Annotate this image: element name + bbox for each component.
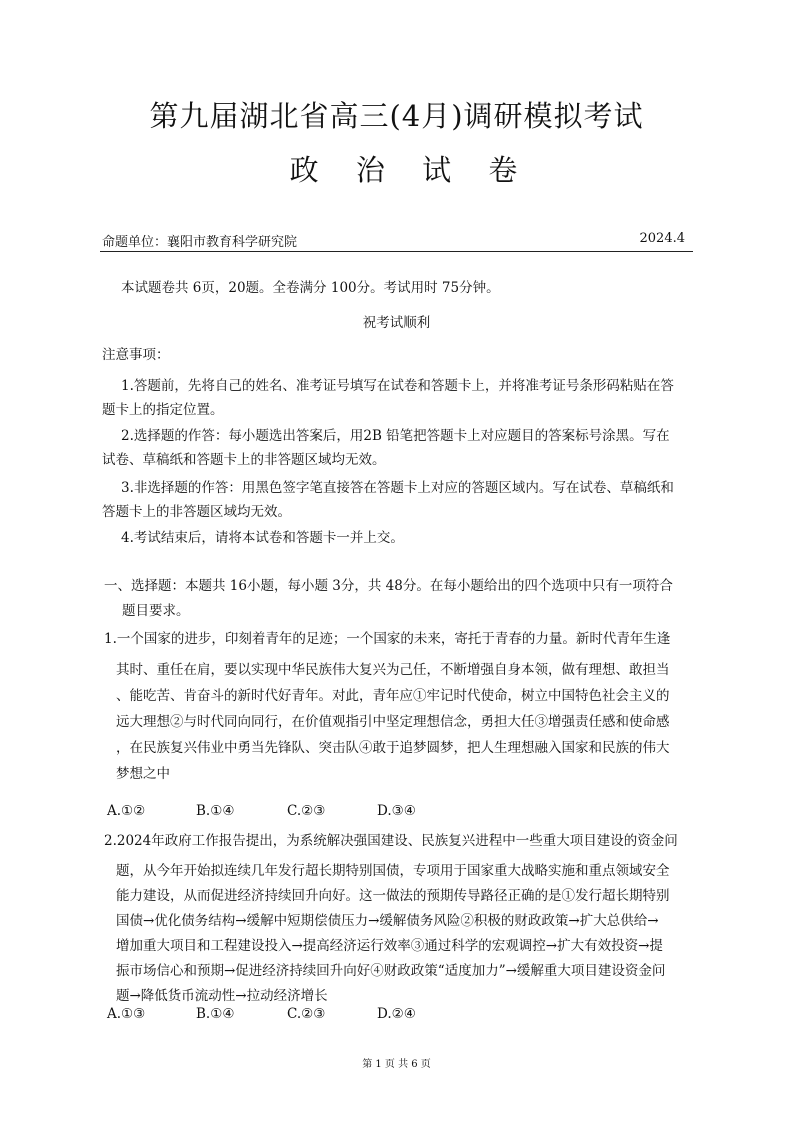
page-footer: 第 1 页 共 6 页 bbox=[362, 1059, 431, 1070]
section-heading: 一、选择题：本题共 16小题，每小题 3分，共 48分。在每小题给出的四个选项中只有一项符合 bbox=[104, 578, 673, 594]
notice-line: 题卡上的指定位置。 bbox=[102, 402, 224, 418]
intro-text: 本试题卷共 6页，20题。全卷满分 100分。考试用时 75分钟。 bbox=[121, 280, 500, 296]
exam-date: 2024.4 bbox=[639, 231, 685, 246]
author-unit: 命题单位：襄阳市教育科学研究院 bbox=[102, 235, 298, 250]
question-2-option-c[interactable]: C.②③ bbox=[287, 1006, 326, 1022]
question-2-line: 题，从今年开始拟连续几年发行超长期特别国债，专项用于国家重大战略实施和重点领域安全 bbox=[116, 863, 670, 879]
question-1-option-b[interactable]: B.①④ bbox=[196, 803, 235, 819]
page-subtitle: 政 治 试 卷 bbox=[289, 153, 532, 187]
notice-line: 答题卡上的非答题区域均无效。 bbox=[102, 504, 291, 520]
question-2-line: 国债→优化债务结构→缓解中短期偿债压力→缓解债务风险②积极的财政政策→扩大总供给→ bbox=[116, 913, 659, 929]
notice-line: 4.考试结束后，请将本试卷和答题卡一并上交。 bbox=[121, 530, 404, 546]
notice-heading: 注意事项： bbox=[102, 347, 170, 363]
question-1-line: 梦想之中 bbox=[116, 766, 170, 782]
question-2-option-a[interactable]: A.①③ bbox=[107, 1006, 146, 1022]
question-1-line: 其时、重任在肩，要以实现中华民族伟大复兴为己任，不断增强自身本领，做有理想、敢担当 bbox=[116, 662, 670, 678]
notice-line: 2.选择题的作答：每小题选出答案后，用2B 铅笔把答题卡上对应题目的答案标号涂黑。写在 bbox=[121, 428, 670, 444]
question-1-line: ，在民族复兴伟业中勇当先锋队、突击队④敢于追梦圆梦，把人生理想融入国家和民族的伟大 bbox=[116, 740, 670, 756]
section-heading: 题目要求。 bbox=[122, 603, 190, 619]
question-2-line: 2.2024年政府工作报告提出，为系统解决强国建设、民族复兴进程中一些重大项目建设的资金问 bbox=[104, 833, 678, 849]
question-2-line: 题→降低货币流动性→拉动经济增长 bbox=[116, 988, 328, 1004]
header-divider bbox=[100, 251, 693, 252]
notice-line: 1.答题前，先将自己的姓名、准考证号填写在试卷和答题卡上，并将准考证号条形码粘贴在答 bbox=[121, 378, 674, 394]
question-2-option-b[interactable]: B.①④ bbox=[196, 1006, 235, 1022]
notice-line: 试卷、草稿纸和答题卡上的非答题区域均无效。 bbox=[102, 452, 386, 468]
question-1-line: 远大理想②与时代同向同行，在价值观指引中坚定理想信念，勇担大任③增强责任感和使命感 bbox=[116, 714, 670, 730]
notice-line: 3.非选择题的作答：用黑色签字笔直接答在答题卡上对应的答题区域内。写在试卷、草稿纸和 bbox=[121, 480, 674, 496]
question-1-line: 、能吃苦、肯奋斗的新时代好青年。对此，青年应①牢记时代使命，树立中国特色社会主义的 bbox=[116, 688, 670, 704]
question-1-option-a[interactable]: A.①② bbox=[107, 803, 146, 819]
question-1-option-d[interactable]: D.③④ bbox=[377, 803, 416, 819]
good-luck-text: 祝考试顺利 bbox=[362, 315, 431, 331]
question-1-option-c[interactable]: C.②③ bbox=[287, 803, 326, 819]
question-2-option-d[interactable]: D.②④ bbox=[377, 1006, 416, 1022]
page-title: 第九届湖北省高三(4月)调研模拟考试 bbox=[149, 99, 644, 133]
question-2-line: 增加重大项目和工程建设投入→提高经济运行效率③通过科学的宏观调控→扩大有效投资→提 bbox=[116, 938, 663, 954]
question-1-line: 1.一个国家的进步，印刻着青年的足迹；一个国家的未来，寄托于青春的力量。新时代青年生逢 bbox=[104, 631, 671, 647]
question-2-line: 能力建设，从而促进经济持续回升向好。这一做法的预期传导路径正确的是①发行超长期特别 bbox=[116, 888, 670, 904]
question-2-line: 振市场信心和预期→促进经济持续回升向好④财政政策“适度加力”→缓解重大项目建设资金问 bbox=[116, 963, 666, 979]
